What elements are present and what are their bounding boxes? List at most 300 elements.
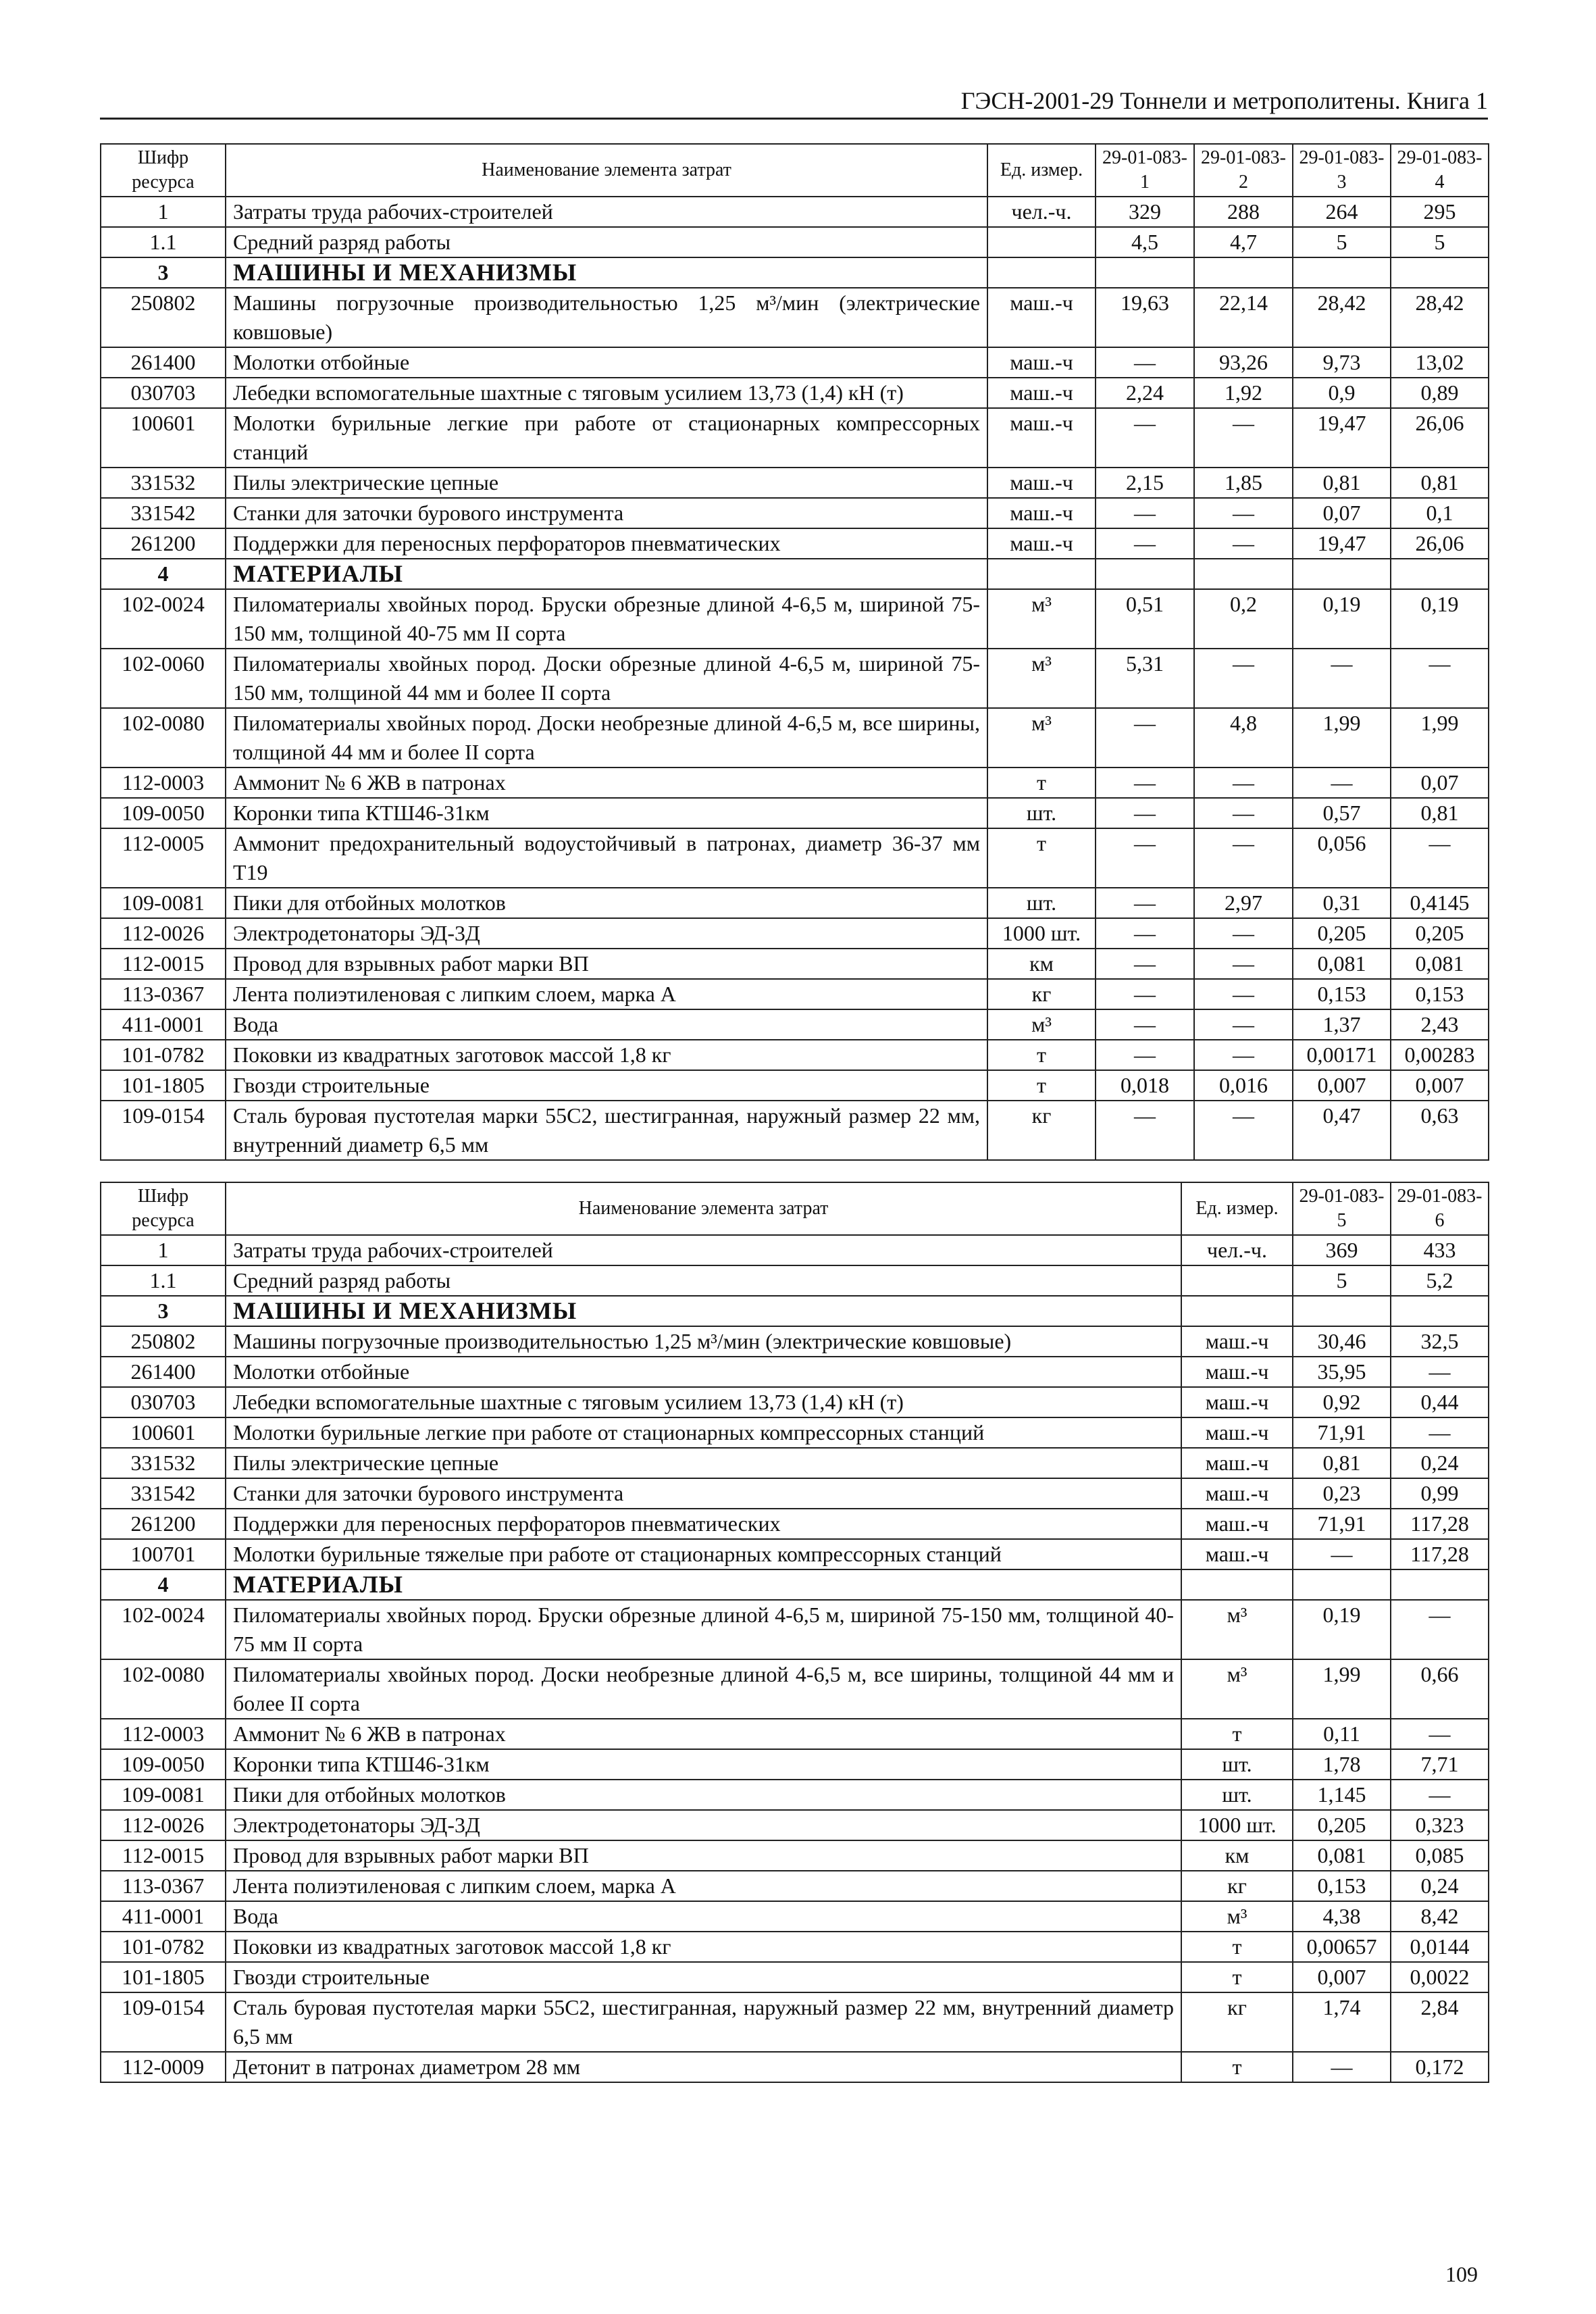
table-row (101, 468, 1489, 498)
resource-name-cell: МАТЕРИАЛЫ (226, 1569, 1181, 1600)
value-cell: 0,57 (1293, 798, 1391, 828)
resource-name-cell: Машины погрузочные производительностью 1,25 м³/мин (электрические ковшовые) (226, 1326, 1181, 1357)
resource-name-cell: Гвозди строительные (226, 1962, 1181, 1992)
value-cell: 0,81 (1293, 468, 1391, 498)
resource-name-cell: МАШИНЫ И МЕХАНИЗМЫ (226, 1296, 1181, 1326)
resource-name-cell: Сталь буровая пустотелая марки 55С2, шестигранная, наружный размер 22 мм, внутренний диаметр 6,5 мм (226, 1101, 987, 1160)
value-cell: — (1096, 828, 1194, 888)
unit-cell: т (1181, 1932, 1293, 1962)
unit-cell: 1000 шт. (1181, 1810, 1293, 1840)
value-cell: 0,016 (1194, 1070, 1293, 1101)
unit-cell: маш.-ч (1181, 1509, 1293, 1539)
resource-name-cell: Пиломатериалы хвойных пород. Доски необрезные длиной 4-6,5 м, все ширины, толщиной 44 мм и более II сорта (226, 1659, 1181, 1719)
value-cell: — (1096, 918, 1194, 949)
resource-code-cell: 4 (101, 1569, 226, 1600)
table-row (101, 1659, 1489, 1719)
resource-code-cell: 030703 (101, 1387, 226, 1417)
table-row (101, 1070, 1489, 1101)
resource-name-cell: Затраты труда рабочих-строителей (226, 1235, 1181, 1265)
value-cell: 1,92 (1194, 378, 1293, 408)
resource-name-cell: Вода (226, 1009, 987, 1040)
value-cell: — (1293, 2052, 1391, 2082)
value-cell: 2,84 (1391, 1992, 1489, 2052)
table-row (101, 1009, 1489, 1040)
resource-code-cell: 102-0080 (101, 708, 226, 768)
value-cell: 0,19 (1391, 589, 1489, 649)
value-cell: 0,1 (1391, 498, 1489, 528)
unit-cell: т (987, 1070, 1096, 1101)
value-cell: — (1096, 949, 1194, 979)
unit-cell: т (987, 828, 1096, 888)
value-cell: 1,99 (1293, 708, 1391, 768)
unit-cell: т (1181, 1962, 1293, 1992)
resource-name-cell: Коронки типа КТШ46-31км (226, 798, 987, 828)
value-cell: — (1194, 408, 1293, 468)
value-cell: — (1096, 1009, 1194, 1040)
value-cell: 0,31 (1293, 888, 1391, 918)
unit-cell: м³ (987, 649, 1096, 708)
column-header: Ед. измер. (987, 144, 1096, 197)
unit-cell: маш.-ч (987, 288, 1096, 347)
value-cell: 0,323 (1391, 1810, 1489, 1840)
value-cell: 93,26 (1194, 347, 1293, 378)
resource-code-cell: 113-0367 (101, 979, 226, 1009)
table-row (101, 888, 1489, 918)
unit-cell: т (987, 1040, 1096, 1070)
value-cell: 0,153 (1293, 1871, 1391, 1901)
table-row (101, 708, 1489, 768)
column-header: 29-01-083-1 (1096, 144, 1194, 197)
table-row (101, 1932, 1489, 1962)
resource-name-cell: Поковки из квадратных заготовок массой 1,8 кг (226, 1932, 1181, 1962)
unit-cell: шт. (987, 798, 1096, 828)
section-row (101, 1296, 1489, 1326)
table-row (101, 288, 1489, 347)
resource-code-cell: 102-0024 (101, 1600, 226, 1659)
value-cell: 26,06 (1391, 408, 1489, 468)
value-cell: 2,24 (1096, 378, 1194, 408)
value-cell: 117,28 (1391, 1539, 1489, 1569)
unit-cell: чел.-ч. (1181, 1235, 1293, 1265)
value-cell: 0,205 (1293, 1810, 1391, 1840)
table-row (101, 2052, 1489, 2082)
unit-cell: маш.-ч (987, 528, 1096, 559)
resource-name-cell: Детонит в патронах диаметром 28 мм (226, 2052, 1181, 2082)
value-cell: — (1096, 979, 1194, 1009)
resource-name-cell: Пики для отбойных молотков (226, 888, 987, 918)
resource-table-2 (100, 1182, 1489, 2083)
value-cell: 8,42 (1391, 1901, 1489, 1932)
table-row (101, 1101, 1489, 1160)
unit-cell (1181, 1296, 1293, 1326)
value-cell: 0,007 (1293, 1070, 1391, 1101)
table-header-row (101, 1182, 1489, 1235)
value-cell: 117,28 (1391, 1509, 1489, 1539)
value-cell: 295 (1391, 197, 1489, 227)
value-cell: 0,205 (1391, 918, 1489, 949)
value-cell: — (1096, 347, 1194, 378)
resource-code-cell: 1.1 (101, 227, 226, 257)
unit-cell: маш.-ч (987, 408, 1096, 468)
page-number: 109 (1445, 2262, 1478, 2286)
resource-name-cell: Молотки бурильные легкие при работе от стационарных компрессорных станций (226, 1417, 1181, 1448)
unit-cell: маш.-ч (1181, 1539, 1293, 1569)
unit-cell: маш.-ч (1181, 1387, 1293, 1417)
value-cell: 0,081 (1391, 949, 1489, 979)
value-cell: 1,99 (1293, 1659, 1391, 1719)
value-cell: 71,91 (1293, 1417, 1391, 1448)
unit-cell (987, 559, 1096, 589)
value-cell: 2,15 (1096, 468, 1194, 498)
resource-code-cell: 102-0024 (101, 589, 226, 649)
unit-cell: м³ (987, 589, 1096, 649)
resource-code-cell: 261400 (101, 347, 226, 378)
value-cell: — (1391, 1600, 1489, 1659)
value-cell: 9,73 (1293, 347, 1391, 378)
table-row (101, 1417, 1489, 1448)
unit-cell (1181, 1569, 1293, 1600)
value-cell: — (1194, 1101, 1293, 1160)
resource-name-cell: Пиломатериалы хвойных пород. Доски необрезные длиной 4-6,5 м, все ширины, толщиной 44 мм и более II сорта (226, 708, 987, 768)
resource-code-cell: 331542 (101, 498, 226, 528)
column-header: Наименование элемента затрат (226, 144, 987, 197)
value-cell: 35,95 (1293, 1357, 1391, 1387)
column-header: 29-01-083-2 (1194, 144, 1293, 197)
column-header: 29-01-083-6 (1391, 1182, 1489, 1235)
value-cell: 0,81 (1293, 1448, 1391, 1478)
value-cell: 5,31 (1096, 649, 1194, 708)
table-row (101, 589, 1489, 649)
resource-code-cell: 411-0001 (101, 1901, 226, 1932)
resource-name-cell: Электродетонаторы ЭД-3Д (226, 918, 987, 949)
resource-code-cell: 100701 (101, 1539, 226, 1569)
resource-code-cell: 109-0050 (101, 798, 226, 828)
value-cell: — (1096, 798, 1194, 828)
value-cell: 4,8 (1194, 708, 1293, 768)
value-cell (1391, 257, 1489, 288)
unit-cell: м³ (1181, 1659, 1293, 1719)
value-cell: 26,06 (1391, 528, 1489, 559)
value-cell: 0,23 (1293, 1478, 1391, 1509)
unit-cell: т (987, 768, 1096, 798)
table-body (101, 1235, 1489, 2082)
resource-code-cell: 112-0015 (101, 1840, 226, 1871)
resource-code-cell: 261200 (101, 1509, 226, 1539)
resource-name-cell: Сталь буровая пустотелая марки 55С2, шестигранная, наружный размер 22 мм, внутренний диаметр 6,5 мм (226, 1992, 1181, 2052)
value-cell: 0,4145 (1391, 888, 1489, 918)
value-cell: — (1293, 649, 1391, 708)
value-cell: — (1194, 798, 1293, 828)
resource-name-cell: МАШИНЫ И МЕХАНИЗМЫ (226, 257, 987, 288)
unit-cell: маш.-ч (987, 498, 1096, 528)
value-cell: 0,00171 (1293, 1040, 1391, 1070)
unit-cell: кг (987, 979, 1096, 1009)
value-cell: — (1096, 408, 1194, 468)
value-cell: 0,2 (1194, 589, 1293, 649)
table-row (101, 949, 1489, 979)
unit-cell: маш.-ч (987, 347, 1096, 378)
resource-code-cell: 101-1805 (101, 1070, 226, 1101)
resource-code-cell: 331532 (101, 1448, 226, 1478)
section-row (101, 257, 1489, 288)
value-cell: 288 (1194, 197, 1293, 227)
unit-cell (987, 227, 1096, 257)
value-cell: 0,92 (1293, 1387, 1391, 1417)
value-cell: — (1096, 768, 1194, 798)
resource-name-cell: Молотки бурильные тяжелые при работе от стационарных компрессорных станций (226, 1539, 1181, 1569)
table-row (101, 1448, 1489, 1478)
value-cell: 32,5 (1391, 1326, 1489, 1357)
value-cell: 0,19 (1293, 589, 1391, 649)
resource-name-cell: Пики для отбойных молотков (226, 1780, 1181, 1810)
value-cell: — (1194, 498, 1293, 528)
unit-cell: шт. (1181, 1749, 1293, 1780)
resource-code-cell: 102-0060 (101, 649, 226, 708)
value-cell: 0,9 (1293, 378, 1391, 408)
value-cell (1391, 1569, 1489, 1600)
resource-code-cell: 331542 (101, 1478, 226, 1509)
value-cell (1096, 257, 1194, 288)
value-cell: 0,085 (1391, 1840, 1489, 1871)
table-header-row (101, 144, 1489, 197)
table-row (101, 1810, 1489, 1840)
value-cell: 0,205 (1293, 918, 1391, 949)
value-cell: 0,172 (1391, 2052, 1489, 2082)
resource-code-cell: 1 (101, 197, 226, 227)
unit-cell: маш.-ч (1181, 1478, 1293, 1509)
value-cell: — (1096, 888, 1194, 918)
value-cell: 0,07 (1293, 498, 1391, 528)
resource-name-cell: Лента полиэтиленовая с липким слоем, марка А (226, 979, 987, 1009)
value-cell: 0,007 (1391, 1070, 1489, 1101)
resource-name-cell: Затраты труда рабочих-строителей (226, 197, 987, 227)
resource-code-cell: 250802 (101, 1326, 226, 1357)
value-cell: 0,0144 (1391, 1932, 1489, 1962)
value-cell: 13,02 (1391, 347, 1489, 378)
resource-code-cell: 112-0003 (101, 1719, 226, 1749)
unit-cell: км (1181, 1840, 1293, 1871)
resource-code-cell: 1 (101, 1235, 226, 1265)
unit-cell: 1000 шт. (987, 918, 1096, 949)
table-row (101, 798, 1489, 828)
value-cell: 0,081 (1293, 949, 1391, 979)
value-cell: — (1096, 1101, 1194, 1160)
unit-cell (1181, 1265, 1293, 1296)
value-cell: 19,47 (1293, 408, 1391, 468)
value-cell: 0,81 (1391, 798, 1489, 828)
resource-code-cell: 112-0003 (101, 768, 226, 798)
table-row (101, 498, 1489, 528)
value-cell: 4,5 (1096, 227, 1194, 257)
value-cell (1293, 1296, 1391, 1326)
resource-code-cell: 109-0050 (101, 1749, 226, 1780)
resource-name-cell: Поддержки для переносных перфораторов пневматических (226, 528, 987, 559)
table-row (101, 378, 1489, 408)
value-cell: 0,07 (1391, 768, 1489, 798)
value-cell: 28,42 (1293, 288, 1391, 347)
resource-name-cell: МАТЕРИАЛЫ (226, 559, 987, 589)
value-cell: 0,24 (1391, 1448, 1489, 1478)
table-row (101, 1235, 1489, 1265)
unit-cell: кг (987, 1101, 1096, 1160)
value-cell: 4,38 (1293, 1901, 1391, 1932)
resource-name-cell: Пилы электрические цепные (226, 1448, 1181, 1478)
resource-code-cell: 3 (101, 1296, 226, 1326)
table-row (101, 1387, 1489, 1417)
value-cell: 7,71 (1391, 1749, 1489, 1780)
resource-code-cell: 113-0367 (101, 1871, 226, 1901)
value-cell: 19,63 (1096, 288, 1194, 347)
table-row (101, 1992, 1489, 2052)
value-cell: 1,145 (1293, 1780, 1391, 1810)
value-cell: 369 (1293, 1235, 1391, 1265)
value-cell: — (1194, 949, 1293, 979)
value-cell: — (1391, 1417, 1489, 1448)
resource-code-cell: 4 (101, 559, 226, 589)
value-cell (1194, 559, 1293, 589)
value-cell: 2,43 (1391, 1009, 1489, 1040)
value-cell: 0,47 (1293, 1101, 1391, 1160)
table-row (101, 918, 1489, 949)
table-row (101, 1040, 1489, 1070)
value-cell: — (1096, 528, 1194, 559)
value-cell: — (1194, 828, 1293, 888)
resource-name-cell: Аммонит № 6 ЖВ в патронах (226, 768, 987, 798)
table-row (101, 649, 1489, 708)
unit-cell: маш.-ч (1181, 1417, 1293, 1448)
value-cell: 4,7 (1194, 227, 1293, 257)
value-cell: 5 (1293, 1265, 1391, 1296)
value-cell: — (1293, 768, 1391, 798)
unit-cell: маш.-ч (1181, 1326, 1293, 1357)
table-row (101, 1749, 1489, 1780)
resource-name-cell: Провод для взрывных работ марки ВП (226, 1840, 1181, 1871)
table-row (101, 1600, 1489, 1659)
value-cell: 264 (1293, 197, 1391, 227)
value-cell: 329 (1096, 197, 1194, 227)
value-cell: 0,081 (1293, 1840, 1391, 1871)
resource-name-cell: Молотки бурильные легкие при работе от стационарных компрессорных станций (226, 408, 987, 468)
value-cell: — (1391, 649, 1489, 708)
value-cell: — (1096, 498, 1194, 528)
unit-cell (987, 257, 1096, 288)
value-cell: — (1391, 828, 1489, 888)
value-cell: — (1194, 528, 1293, 559)
value-cell: 0,51 (1096, 589, 1194, 649)
table-row (101, 197, 1489, 227)
resource-name-cell: Станки для заточки бурового инструмента (226, 1478, 1181, 1509)
value-cell: 19,47 (1293, 528, 1391, 559)
column-header: Шифр ресурса (101, 1182, 226, 1235)
table-row (101, 768, 1489, 798)
column-header: 29-01-083-4 (1391, 144, 1489, 197)
resource-code-cell: 261400 (101, 1357, 226, 1387)
unit-cell: т (1181, 2052, 1293, 2082)
resource-code-cell: 100601 (101, 1417, 226, 1448)
resource-name-cell: Пилы электрические цепные (226, 468, 987, 498)
value-cell: 0,153 (1293, 979, 1391, 1009)
resource-name-cell: Станки для заточки бурового инструмента (226, 498, 987, 528)
resource-code-cell: 101-1805 (101, 1962, 226, 1992)
unit-cell: шт. (1181, 1780, 1293, 1810)
value-cell: — (1194, 768, 1293, 798)
value-cell: 22,14 (1194, 288, 1293, 347)
unit-cell: шт. (987, 888, 1096, 918)
value-cell: — (1194, 1040, 1293, 1070)
value-cell: — (1096, 1040, 1194, 1070)
resource-code-cell: 112-0009 (101, 2052, 226, 2082)
value-cell (1391, 559, 1489, 589)
table-row (101, 1539, 1489, 1569)
resource-name-cell: Пиломатериалы хвойных пород. Бруски обрезные длиной 4-6,5 м, шириной 75-150 мм, толщиной 40-75 мм II сорта (226, 589, 987, 649)
value-cell: 0,11 (1293, 1719, 1391, 1749)
unit-cell: м³ (1181, 1901, 1293, 1932)
table-row (101, 1780, 1489, 1810)
resource-code-cell: 261200 (101, 528, 226, 559)
value-cell: — (1391, 1357, 1489, 1387)
value-cell: 5,2 (1391, 1265, 1489, 1296)
table-row (101, 1962, 1489, 1992)
resource-name-cell: Машины погрузочные производительностью 1,25 м³/мин (электрические ковшовые) (226, 288, 987, 347)
value-cell: 1,85 (1194, 468, 1293, 498)
value-cell: 0,81 (1391, 468, 1489, 498)
resource-code-cell: 112-0005 (101, 828, 226, 888)
value-cell: 433 (1391, 1235, 1489, 1265)
unit-cell: маш.-ч (1181, 1448, 1293, 1478)
resource-name-cell: Лебедки вспомогательные шахтные с тяговым усилием 13,73 (1,4) кН (т) (226, 1387, 1181, 1417)
value-cell: — (1391, 1719, 1489, 1749)
resource-name-cell: Провод для взрывных работ марки ВП (226, 949, 987, 979)
table-row (101, 1326, 1489, 1357)
resource-code-cell: 1.1 (101, 1265, 226, 1296)
unit-cell: м³ (987, 708, 1096, 768)
value-cell: 0,44 (1391, 1387, 1489, 1417)
resource-code-cell: 3 (101, 257, 226, 288)
table-row (101, 347, 1489, 378)
table-row (101, 227, 1489, 257)
column-header: Шифр ресурса (101, 144, 226, 197)
value-cell: 1,74 (1293, 1992, 1391, 2052)
column-header: Наименование элемента затрат (226, 1182, 1181, 1235)
resource-code-cell: 030703 (101, 378, 226, 408)
value-cell: 0,66 (1391, 1659, 1489, 1719)
resource-name-cell: Средний разряд работы (226, 1265, 1181, 1296)
value-cell: — (1194, 979, 1293, 1009)
table-row (101, 828, 1489, 888)
resource-code-cell: 109-0154 (101, 1992, 226, 2052)
resource-name-cell: Лента полиэтиленовая с липким слоем, марка А (226, 1871, 1181, 1901)
table-row (101, 979, 1489, 1009)
table-row (101, 408, 1489, 468)
value-cell: 0,153 (1391, 979, 1489, 1009)
unit-cell: т (1181, 1719, 1293, 1749)
table-row (101, 1871, 1489, 1901)
value-cell (1293, 257, 1391, 288)
resource-name-cell: Пиломатериалы хвойных пород. Бруски обрезные длиной 4-6,5 м, шириной 75-150 мм, толщиной 40-75 мм II сорта (226, 1600, 1181, 1659)
table-row (101, 1478, 1489, 1509)
resource-name-cell: Аммонит предохранительный водоустойчивый в патронах, диаметр 36-37 мм Т19 (226, 828, 987, 888)
resource-code-cell: 112-0026 (101, 1810, 226, 1840)
section-row (101, 1569, 1489, 1600)
table-row (101, 1840, 1489, 1871)
section-row (101, 559, 1489, 589)
value-cell: 0,99 (1391, 1478, 1489, 1509)
resource-code-cell: 102-0080 (101, 1659, 226, 1719)
resource-table-1 (100, 143, 1489, 1161)
table-row (101, 1357, 1489, 1387)
value-cell: — (1391, 1780, 1489, 1810)
value-cell: — (1194, 649, 1293, 708)
